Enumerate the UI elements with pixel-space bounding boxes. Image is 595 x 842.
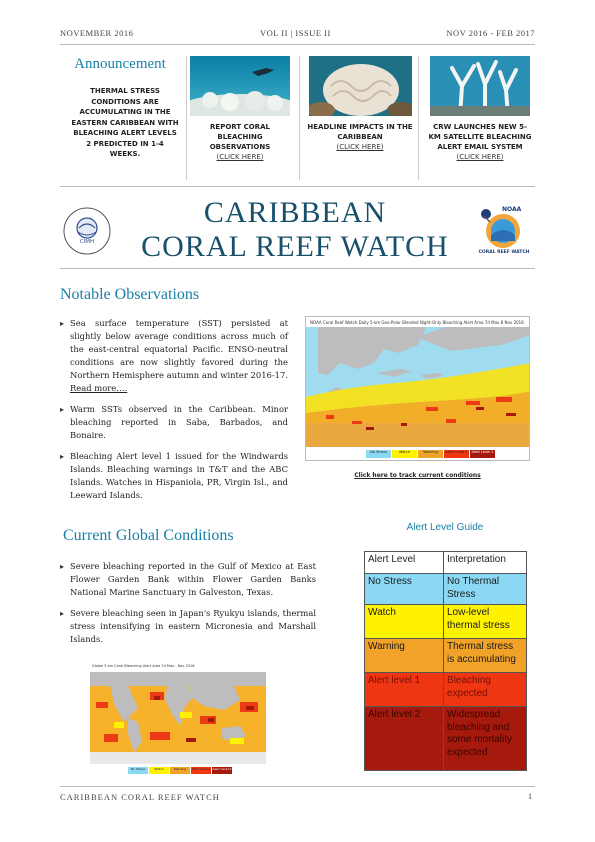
list-item: ▸ Severe bleaching seen in Japan's Ryukyu islands, thermal stress intensifying in eastern Micronesia and Marshall Islands. (60, 607, 316, 646)
masthead-line2: CORAL REEF WATCH (141, 230, 449, 263)
caribbean-map-legend (366, 450, 495, 458)
column-divider (418, 56, 419, 180)
legend-no-stress: No Stress (366, 450, 391, 458)
newsletter-masthead (110, 196, 480, 264)
alert-level-table (364, 551, 527, 771)
click-here-link[interactable]: (CLICK HERE) (216, 153, 264, 161)
track-conditions-link[interactable]: Click here to track current conditions (354, 472, 481, 479)
legend-no-stress: No Stress (128, 767, 148, 774)
legend-warning: Warning (170, 767, 190, 774)
noaa-crw-logo (474, 202, 532, 260)
feature-title: HEADLINE IMPACTS IN THE CARIBBEAN (307, 123, 413, 141)
alert-level-cell: No Stress (365, 574, 444, 605)
click-here-link[interactable]: (CLICK HERE) (336, 143, 384, 151)
notable-observations-heading: Notable Observations (60, 286, 200, 303)
table-row (365, 673, 527, 707)
interpretation-cell: Thermal stress is accumulating (444, 639, 527, 673)
global-map-legend (128, 767, 232, 774)
feature-title: REPORT CORAL BLEACHING OBSERVATIONS (209, 123, 271, 151)
announcement-text: THERMAL STRESS CONDITIONS ARE ACCUMULATING IN THE EASTERN CARIBBEAN WITH BLEACHING ALERT LEVELS 2 PREDICTED IN 1-4 WEEKS. (71, 87, 179, 158)
feature-headline-impacts (306, 122, 414, 152)
page-number: 1 (528, 792, 532, 801)
read-more-link[interactable]: Read more…. (70, 383, 128, 393)
legend-alert-1: Alert Level 1 (444, 450, 469, 458)
legend-alert-2: Alert Level 2 (470, 450, 495, 458)
cimh-logo (62, 206, 112, 256)
branching-coral-photo[interactable] (430, 56, 530, 116)
caribbean-alert-map[interactable] (305, 316, 530, 461)
issue-range: NOV 2016 - FEB 2017 (446, 28, 535, 38)
table-header-row (365, 552, 527, 574)
table-row (365, 639, 527, 673)
table-row (365, 605, 527, 639)
masthead-top-rule (60, 186, 535, 187)
legend-alert-2: Alert Level 2 (212, 767, 232, 774)
alert-level-cell: Alert level 1 (365, 673, 444, 707)
issue-date: NOVEMBER 2016 (60, 28, 134, 38)
caribbean-map-title: NOAA Coral Reef Watch Daily 5-km Geo-Polar Blended Night-Only Bleaching Alert Area 7d Max 8 Nov 2016 (310, 320, 524, 325)
footer-title: CARIBBEAN CORAL REEF WATCH (60, 792, 220, 802)
click-here-link[interactable]: (CLICK HERE) (456, 153, 504, 161)
alert-guide-title: Alert Level Guide (406, 522, 484, 533)
interpretation-cell: Low-level thermal stress (444, 605, 527, 639)
header-rule (60, 44, 535, 45)
footer-rule (60, 786, 535, 787)
crw-text: CORAL REEF WATCH (478, 250, 530, 255)
legend-watch: Watch (392, 450, 417, 458)
global-conditions-heading: Current Global Conditions (63, 527, 234, 544)
column-header: Alert Level (365, 552, 444, 574)
list-item: ▸ Severe bleaching reported in the Gulf of Mexico at East Flower Garden Bank within Flower Garden Banks National Marine Sanctuary in Galveston, Texas. (60, 560, 316, 599)
brain-coral-photo[interactable] (309, 56, 412, 116)
diver-bleached-reef-photo[interactable] (190, 56, 290, 116)
interpretation-cell: Widespread bleaching and some mortality expected (444, 707, 527, 771)
feature-title: CRW LAUNCHES NEW 5-KM SATELLITE BLEACHING ALERT EMAIL SYSTEM (428, 123, 532, 151)
column-divider (299, 56, 300, 180)
table-row (365, 574, 527, 605)
interpretation-cell: No Thermal Stress (444, 574, 527, 605)
legend-alert-1: Alert Level 1 (191, 767, 211, 774)
column-header: Interpretation (444, 552, 527, 574)
list-item: ▸ Bleaching Alert level 1 issued for the Windwards Islands. Bleaching warnings in T&T and the ABC Islands. Watches in Hispaniola, PR, Virgin Isl., and Leeward Islands. (60, 450, 288, 502)
feature-report-observations (192, 122, 288, 162)
cimh-logo-text: CIMH (79, 239, 95, 245)
legend-watch: Watch (149, 767, 169, 774)
noaa-text: NOAA (502, 206, 522, 213)
alert-level-cell: Alert level 2 (365, 707, 444, 771)
column-divider (186, 56, 187, 180)
feature-email-system (428, 122, 532, 162)
alert-level-cell: Warning (365, 639, 444, 673)
global-conditions-list (60, 560, 316, 654)
alert-level-cell: Watch (365, 605, 444, 639)
global-map-title: Global 5 km Coral Bleaching Alert Area 7d Max - Nov 2016 (92, 664, 195, 668)
masthead-line1: CARIBBEAN (203, 196, 387, 229)
table-row (365, 707, 527, 771)
list-item: ▸ Warm SSTs observed in the Caribbean. Minor bleaching reported in Saba, Barbados, and Bonaire. (60, 403, 288, 442)
interpretation-cell: Bleaching expected (444, 673, 527, 707)
announcement-title: Announcement (74, 56, 166, 72)
notable-observations-list (60, 317, 288, 510)
legend-warning: Warning (418, 450, 443, 458)
global-alert-map[interactable] (88, 664, 268, 778)
list-item: ▸ Sea surface temperature (SST) persisted at slightly below average conditions across much of the east-central equatorial Pacific. ENSO-neutral conditions are now slightly favored during the Northern Hemisphere autumn and winter 2016-17. Read more…. (60, 317, 288, 395)
masthead-bottom-rule (60, 268, 535, 269)
volume-issue: VOL II | ISSUE II (260, 28, 331, 38)
